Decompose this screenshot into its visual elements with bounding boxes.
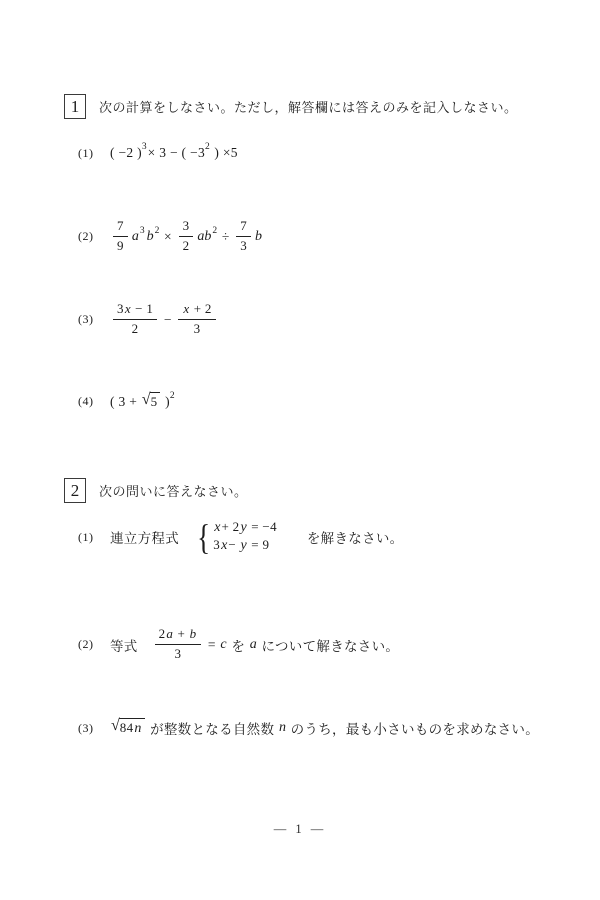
math-expression: $\frac{7}{9}$ a 3 b 2 × $\frac{3}{2}$ ab 2 ÷ $\frac{7}{3}$ b (110, 219, 263, 254)
problem-2-number-box: 2 (64, 478, 86, 503)
problem-1-item-4 (78, 392, 176, 412)
item-label: (1) (78, 145, 94, 160)
problem-1-item-2 (78, 219, 263, 254)
problem-2-instruction: 次の問いに答えなさい。 (99, 484, 248, 499)
item-label: (2) (78, 229, 94, 243)
item-label: (3) (78, 720, 94, 735)
problem-2-item-3 (78, 718, 539, 738)
problem-1-header (64, 94, 518, 119)
page-number: — 1 — (273, 822, 327, 836)
item-label: (1) (78, 529, 94, 544)
math-expression: $\frac{3x - 1}{2}$ − $\frac{x + 2}{3}$ (110, 302, 219, 337)
item-label: (3) (78, 312, 94, 326)
math-expression: 等式 $\frac{2a + b}{3}$ = c を a について解きなさい。 (110, 626, 400, 661)
problem-1-item-1 (78, 142, 238, 161)
problem-1-item-3 (78, 302, 219, 337)
item-label: (2) (78, 637, 94, 651)
problem-1-instruction: 次の計算をしなさい。ただし，解答欄には答えのみを記入しなさい。 (99, 100, 518, 115)
math-expression: √ 84n が整数となる自然数 n のうち，最も小さいものを求めなさい。 (111, 717, 540, 737)
problem-1-number-box: 1 (64, 94, 86, 119)
math-expression: ( −2 ) 3 × 3 − ( −3 2 ) ×5 (110, 142, 238, 160)
problem-2-header (64, 478, 248, 503)
problem-2-item-2 (78, 627, 399, 662)
math-expression: ( 3 + √ 5 ) 2 (110, 392, 176, 412)
item-label: (4) (78, 394, 94, 409)
problem-2-item-1 (78, 516, 404, 557)
math-expression: 連立方程式 { x+ 2y = −4 3x− y = 9 を解きなさい。 (110, 516, 404, 557)
